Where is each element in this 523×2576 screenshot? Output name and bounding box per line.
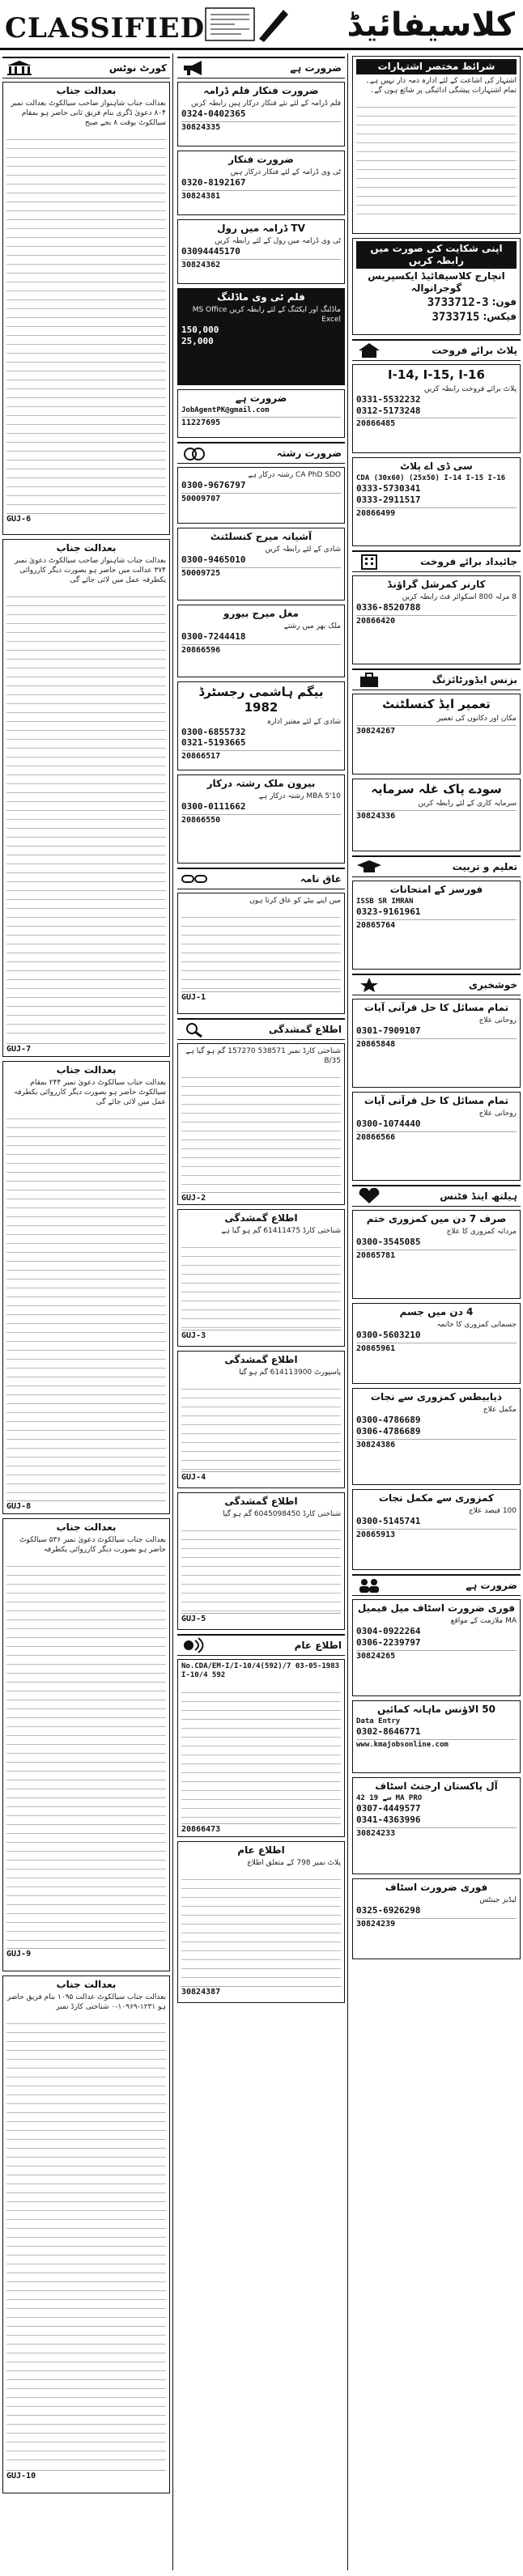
court-notice-filler [6,131,166,511]
classified-ad [352,779,521,851]
ad-ref: 30824335 [181,121,341,134]
court-notice-title: کورٹ نوٹس [108,62,167,74]
newspaper-illustration-icon [202,3,291,45]
ad-filler [181,909,341,990]
ad-phone: 0300-5145741 [356,1516,421,1527]
middle-column [175,53,348,2570]
building-icon [355,554,383,570]
ad-heading: آشیانہ میرج کنسلٹنٹ [210,531,313,542]
classified-ad [177,219,345,284]
ad-body: شادی کے لئے معتبر ادارہ [266,717,341,726]
court-notice-ref: GUJ-10 [6,2470,166,2482]
ad-body: مردانہ کمزوری کا علاج [446,1228,517,1236]
court-notice-filler [6,1558,166,1946]
ad-heading: بیرون ملک رشتہ درکار [206,778,316,789]
ad-phone: 0331-5532232 [356,393,421,405]
ad-body: پلاٹ نمبر 798 کے متعلق اطلاع [247,1859,341,1867]
ad-ref: GUJ-1 [181,991,341,1004]
ad-ref: 20865961 [356,1343,517,1355]
court-notice-heading: بعدالت جناب [56,542,117,554]
classified-ad [352,575,521,664]
ad-heading: ضرورت فنکار فلم ڈرامہ [203,85,319,96]
graduation-cap-icon [355,859,383,875]
ad-ref: 30824239 [356,1918,517,1930]
wanted-header [177,57,345,79]
court-notice-heading: بعدالت جناب [56,85,117,96]
court-notice-filler [6,2015,166,2468]
ad-ref: 30824265 [356,1650,517,1662]
classified-ad [352,1210,521,1299]
plots-title: پلاٹ برائے فروخت [432,344,517,356]
ad-phone: 0325-6926298 [356,1905,421,1916]
ad-body: میں اپنے بیٹے کو عاق کرتا ہوں [249,897,341,905]
booking-fax-label: فیکس: [483,310,517,322]
classified-ad [177,389,345,438]
property-header [352,550,521,572]
ad-phone: 0300-0111662 [181,801,246,813]
ad-ref: GUJ-3 [181,1330,341,1342]
ad-phone: 0301-7909107 [356,1025,421,1037]
ad-heading: ذیابیطس کمزوری سے نجات [370,1391,503,1403]
ad-body: روحانی علاج [478,1016,517,1025]
classified-ad [352,1700,521,1773]
ad-body: MBA 5'10 رشتہ درکار ہے [258,792,341,800]
court-notice-filler [6,1110,166,1499]
ad-phone: 0312-5173248 [356,405,421,416]
rishta-header [177,442,345,464]
booking-phone-label: فون: [491,296,517,308]
magnifier-icon [181,1021,208,1038]
classified-ad [352,999,521,1088]
terms-heading: شرائط مختصر اشتہارات [356,59,517,74]
classified-ad [177,893,345,1014]
classified-ad [177,151,345,215]
ad-phone: 0300-9465010 [181,554,246,566]
ad-email: JobAgentPK@gmail.com [181,406,270,414]
court-notice-ref: GUJ-8 [6,1500,166,1513]
rings-icon [181,445,208,461]
ad-filler [181,1069,341,1190]
ad-ref: 50009725 [181,567,341,579]
plots-header [352,339,521,361]
ad-ref: 20866499 [356,507,517,520]
ad-heading: مغل میرج بیورو [223,608,299,619]
booking-phone-row [356,296,517,311]
ad-heading: TV ڈرامہ میں رول [217,223,305,234]
ad-website: www.kmajobsonline.com [356,1739,517,1750]
classified-ad [352,1777,521,1874]
lost-header [177,1018,345,1040]
court-notice-body: بعدالت جناب شاہنواز صاحب سیالکوٹ بعدالت نمبر ۸۰۴ دعویٰ ڈگری بنام فریق ثانی حاضر ہو بمقام سیالکوٹ بوقت ۸ بجے صبح [11,100,166,128]
booking-heading: اپنی شکایت کی صورت میں رابطہ کریں [356,241,517,269]
megaphone-icon [181,60,208,76]
ad-phone: 0336-8520788 [356,602,421,613]
classified-ad [177,1492,345,1630]
ad-heading: I-14, I-15, I-16 [388,367,485,382]
classified-ad [352,694,521,774]
court-notice [2,539,170,1057]
ad-phone: 0300-1074440 [356,1118,421,1130]
court-notice-body: بعدالت جناب سیالکوٹ عدالت ۱۰۹۵ بنام فریق حاضر ہو ۱۲۳۱-۱۰۹۶۹-۰ شناختی کارڈ نمبر [6,1993,166,2012]
ad-heading: 50 الاؤنس ماہانہ کمائیں [377,1704,495,1715]
terms-body: اشتہار کی اشاعت کے لئے ادارہ ذمہ دار نہیں ہے۔ تمام اشتہارات پیشگی ادائیگی پر شائع ہوں گے۔ [365,77,517,95]
ad-body: CDA (30x60) (25x50) I-14 I-15 I-16 [356,474,506,482]
ad-ref: 20865781 [356,1250,517,1262]
ad-body: 42 سے 19 MA PRO [356,1794,423,1802]
classified-ad [177,82,345,146]
ad-ref: 20866485 [356,418,517,430]
good-news-title: خوشخبری [469,978,517,991]
ad-heading: بیگم ہاشمی رجسٹرڈ 1982 [198,685,324,715]
classified-ad [352,457,521,546]
ad-heading: اطلاع گمشدگی [224,1496,298,1507]
ad-body: شناختی کارڈ 6045098450 گم ہو گیا [223,1510,341,1518]
ad-ref: 30824267 [356,725,517,737]
wanted-title: ضرورت ہے [290,62,342,74]
terms-filler [356,99,517,220]
ad-price: 25,000 [181,336,214,347]
public-notice-title: اطلاع عام [294,1639,342,1651]
ad-phone: 0300-5603210 [356,1330,421,1341]
ad-ref: 20866420 [356,615,517,627]
ad-ref: 30824386 [356,1439,517,1451]
ad-body: فلم ڈرامہ کے لئے نئے فنکار درکار ہیں رابطہ کریں [190,100,341,108]
ad-phone: 0300-3545085 [356,1237,421,1248]
ad-ref: 20865913 [356,1529,517,1541]
ad-ref: 20866473 [181,1823,341,1835]
booking-office: انچارج کلاسیفائیڈ ایکسپریس گوجرانوالہ [368,270,505,294]
ad-heading: اطلاع عام [237,1844,285,1856]
ad-heading: اطلاع گمشدگی [224,1354,298,1365]
ad-phone: 0323-9161961 [356,906,421,918]
classified-ad [177,528,345,601]
classified-ad [177,605,345,677]
ad-phone: 0341-4363996 [356,1814,421,1825]
ad-body: 8 مرلہ 800 اسکوائر فٹ رابطہ کریں [402,593,517,601]
ad-body: MA ملازمت کے مواقع [450,1617,517,1625]
ad-phone: 0300-6855732 [181,726,246,737]
ad-body: شناختی کارڈ نمبر 538571 157270 گم ہو گیا ہے B/35 [185,1047,341,1066]
ad-phone: 03094445170 [181,246,240,257]
good-news-header [352,974,521,995]
ad-filler [181,1381,341,1470]
ad-heading: کمزوری سے مکمل نجات [378,1492,495,1504]
classified-ad [177,1043,345,1205]
ad-body: پاسپورٹ 614113900 گم ہو گیا [239,1369,341,1377]
classified-ad [177,1841,345,2003]
jobs-header [352,1574,521,1596]
court-notice-heading: بعدالت جناب [56,1979,117,1990]
rishta-title: ضرورت رشتہ [276,447,342,459]
ad-heading: فوری ضرورت اسٹاف [385,1882,488,1893]
right-column [350,53,523,2570]
ad-filler [181,1522,341,1611]
court-notice [2,1975,170,2493]
ad-heading: تمام مسائل کا حل قرآنی آیات [364,1002,509,1013]
terms-box [352,56,521,234]
heart-icon [355,1188,383,1204]
ad-ref: 20866517 [181,750,341,762]
classified-ad [352,1303,521,1384]
star-icon [355,977,383,993]
classified-ad [177,1659,345,1837]
education-title: تعلیم و تربیت [452,860,517,872]
court-notice [2,1518,170,1971]
ad-body: مکمل علاج [483,1406,517,1414]
disown-header [177,868,345,889]
ad-body: جسمانی کمزوری کا خاتمہ [436,1321,517,1329]
court-building-icon [6,60,33,76]
ad-body: CA PhD SDO رشتہ درکار ہے [248,471,341,479]
court-notice [2,1061,170,1514]
lost-title: اطلاع گمشدگی [268,1023,342,1035]
ad-body: شادی کے لئے رابطہ کریں [265,545,341,554]
ad-ref: GUJ-5 [181,1613,341,1625]
ad-body: ٹی وی ڈرامہ کے لئے فنکار درکار ہیں [230,168,341,176]
ad-body: شناختی کارڈ 61411475 گم ہو گیا ہے [221,1227,341,1235]
health-header [352,1185,521,1207]
ad-ref: 20866566 [356,1131,517,1144]
ad-ref: 20866550 [181,814,341,826]
ad-phone: 0333-2911517 [356,494,421,505]
ad-ref: 30824233 [356,1827,517,1840]
ad-filler [181,1684,341,1822]
court-notice-heading: بعدالت جناب [56,1064,117,1076]
ad-body: مکان اور دکانوں کی تعمیر [436,714,517,723]
classified-ad [352,1878,521,1959]
masthead [0,0,523,50]
classified-ad [177,1209,345,1347]
briefcase-icon [355,672,383,688]
ad-ref: 20865764 [356,919,517,932]
ad-phone: 0300-9676797 [181,480,246,491]
jobs-title: ضرورت ہے [466,1579,517,1591]
ad-ref: 11227695 [181,417,341,429]
ad-heading: ضرورت فنکار [228,154,294,165]
ad-phone: 0302-8646771 [356,1726,421,1738]
chain-icon [181,871,208,887]
ad-ref: 50009707 [181,493,341,505]
court-notice-body: بعدالت جناب شاہنواز صاحب سیالکوٹ دعویٰ نمبر ۳۷۴ عدالت میں حاضر ہو بصورت دیگر کارروائی یکطرفہ عمل میں لائی جائے گی [14,557,166,585]
ad-heading: تعمیر ایڈ کنسلٹنٹ [382,697,491,711]
ad-heading: آل پاکستان ارجنٹ اسٹاف [375,1780,498,1792]
ad-body: No.CDA/EM-I/I-10/4(592)/7 03-05-1983 I-10/4 592 [181,1662,340,1680]
ad-body: لیڈیز جینٹس [479,1896,517,1904]
classified-ad [352,1599,521,1696]
ad-heading: 4 دن میں جسم [399,1306,474,1318]
court-notice [2,82,170,535]
announcement-icon [181,1637,208,1653]
ad-heading: تمام مسائل کا حل قرآنی آیات [364,1095,509,1106]
ad-phone: 0300-7244418 [181,631,246,643]
ad-body: پلاٹ برائے فروخت رابطہ کریں [423,384,517,393]
ad-body: 100 فیصد علاج [468,1507,517,1515]
ad-filler [181,1871,341,1984]
ad-phone: 0307-4449577 [356,1803,421,1814]
court-notice-ref: GUJ-9 [6,1948,166,1960]
classified-ad [177,681,345,770]
ad-body: Data Entry [356,1717,401,1725]
booking-phone: 3733712-3 [427,296,489,309]
ad-body: ٹی وی ڈرامہ میں رول کے لئے رابطہ کریں [215,237,341,245]
ad-phone: 0324-0402365 [181,108,246,120]
court-notice-header [2,57,170,79]
ad-body: ماڈلنگ اور ایکٹنگ کے لئے رابطہ کریں MS Office Excel [192,306,341,325]
urdu-title: کلاسیفائیڈ [347,6,515,44]
ad-heading: صرف 7 دن میں کمزوری ختم [366,1213,507,1224]
public-notice-header [177,1634,345,1656]
court-notices-column [0,53,173,2570]
ad-phone: 0320-8192167 [181,177,246,189]
classified-ad [177,467,345,524]
classified-ad [177,774,345,864]
ad-phone: 0333-5730341 [356,483,421,494]
ad-phone: 0306-2239797 [356,1636,421,1648]
ad-heading: سی ڈی اے پلاٹ [400,460,473,472]
ad-heading: سودے پاک غلہ سرمایہ [371,782,502,796]
classified-ad [352,881,521,970]
ad-heading: فلم ٹی وی ماڈلنگ [217,291,305,303]
classified-ad [352,1388,521,1485]
court-notice-filler [6,588,166,1042]
court-notice-ref: GUJ-7 [6,1043,166,1055]
ad-ref: 20865848 [356,1038,517,1050]
disown-title: عاق نامہ [300,872,342,885]
health-title: ہیلتھ اینڈ فٹنس [440,1190,517,1202]
house-icon [355,342,383,359]
ad-ref: 30824387 [181,1986,341,1998]
booking-fax: 3733715 [432,310,480,324]
classified-ad [352,1489,521,1570]
ad-ref: 30824362 [181,259,341,271]
ad-body: سرمایہ کاری کے لئے رابطہ کریں [418,799,517,808]
ad-heading: اطلاع گمشدگی [224,1212,298,1224]
ad-heading: ضرورت ہے [235,393,287,404]
ad-ref: 20866596 [181,644,341,656]
ad-heading: فوری ضرورت اسٹاف میل فیمیل [357,1602,516,1614]
property-title: جائیداد برائے فروخت [420,555,517,567]
ad-filler [181,1239,341,1328]
booking-fax-row [356,311,517,325]
ad-heading: کارنر کمرشل گراؤنڈ [387,579,486,590]
classified-ad [352,364,521,453]
ad-ref: 30824336 [356,810,517,822]
court-notice-body: بعدالت جناب سیالکوٹ دعویٰ نمبر ۲۴۴ بمقام سیالکوٹ حاضر ہو بصورت دیگر کارروائی یکطرفہ عمل میں لائی جائے گی [13,1079,166,1107]
ad-ref: GUJ-2 [181,1192,341,1204]
ad-phone: 0321-5193665 [181,737,246,749]
ad-body: ISSB SR IMRAN [356,898,414,906]
english-title: CLASSIFIED [5,12,206,45]
booking-box [352,238,521,335]
ad-ref: 30824381 [181,190,341,202]
ad-body: روحانی علاج [478,1110,517,1118]
court-notice-heading: بعدالت جناب [56,1521,117,1533]
people-icon [355,1577,383,1594]
court-notice-body: بعدالت جناب سیالکوٹ دعویٰ نمبر ۵۳۶ سیالکوٹ حاضر ہو بصورت دیگر کارروائی یکطرفہ [19,1536,166,1555]
court-notice-ref: GUJ-6 [6,513,166,525]
ad-ref: GUJ-4 [181,1471,341,1483]
business-header [352,668,521,690]
ad-heading: فورسز کے امتحانات [389,884,483,895]
education-header [352,855,521,877]
ad-phone: 0306-4786689 [356,1425,421,1437]
ad-phone: 0304-0922264 [356,1626,421,1637]
ad-body: ملک بھر میں رشتے [283,622,341,630]
ad-phone: 0300-4786689 [356,1415,421,1426]
classified-ad [177,288,345,385]
classified-ad [177,1351,345,1488]
business-title: بزنس ایڈورٹائزنگ [432,673,517,685]
classified-ad [352,1092,521,1181]
ad-price: 150,000 [181,325,219,336]
